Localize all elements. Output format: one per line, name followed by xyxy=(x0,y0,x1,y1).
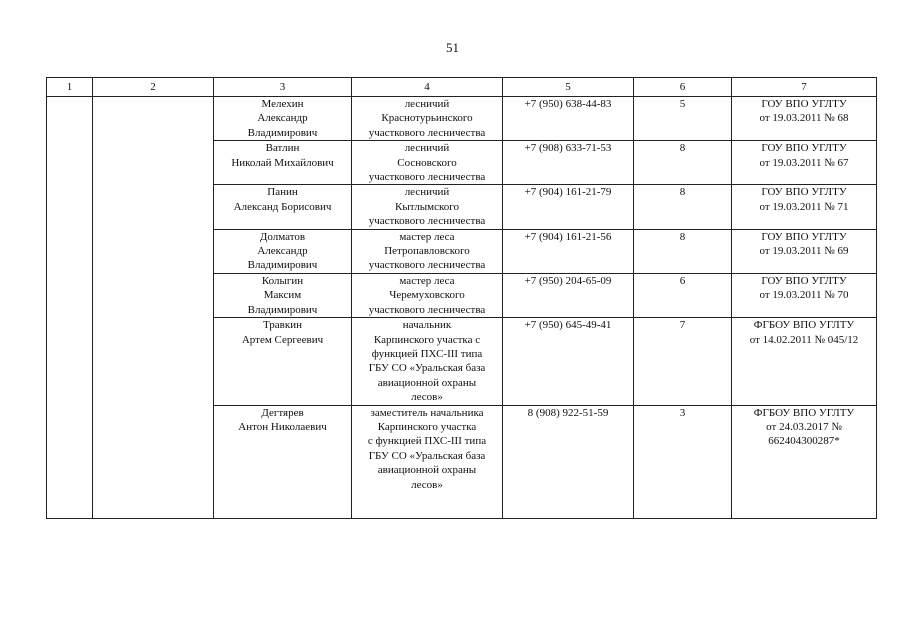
column-6-value: 8 xyxy=(634,185,732,229)
column-6-value: 3 xyxy=(634,405,732,518)
employee-phone: +7 (904) 161-21-79 xyxy=(503,185,634,229)
merged-cell-col2 xyxy=(93,97,214,519)
column-6-value: 6 xyxy=(634,273,732,317)
qualification-document: ФГБОУ ВПО УГЛТУ от 14.02.2011 № 045/12 xyxy=(732,318,877,405)
merged-cell-col1 xyxy=(47,97,93,519)
employee-name: Колыгин Максим Владимирович xyxy=(214,273,352,317)
employee-name: Травкин Артем Сергеевич xyxy=(214,318,352,405)
employee-name: Дегтярев Антон Николаевич xyxy=(214,405,352,518)
employee-phone: 8 (908) 922-51-59 xyxy=(503,405,634,518)
employee-name: Ватлин Николай Михайлович xyxy=(214,141,352,185)
data-table xyxy=(46,77,877,519)
employee-phone: +7 (904) 161-21-56 xyxy=(503,229,634,273)
qualification-document: ГОУ ВПО УГЛТУ от 19.03.2011 № 71 xyxy=(732,185,877,229)
employee-position: лесничий Кытлымского участкового лесничества xyxy=(352,185,503,229)
employee-position: лесничий Краснотурьинского участкового лесничества xyxy=(352,97,503,141)
employee-phone: +7 (908) 633-71-53 xyxy=(503,141,634,185)
column-6-value: 8 xyxy=(634,141,732,185)
employee-phone: +7 (950) 204-65-09 xyxy=(503,273,634,317)
employee-name: Панин Александ Борисович xyxy=(214,185,352,229)
employee-name: Долматов Александр Владимирович xyxy=(214,229,352,273)
header-row xyxy=(47,78,877,97)
column-header: 7 xyxy=(732,78,877,97)
column-header: 3 xyxy=(214,78,352,97)
column-header: 4 xyxy=(352,78,503,97)
qualification-document: ГОУ ВПО УГЛТУ от 19.03.2011 № 67 xyxy=(732,141,877,185)
qualification-document: ГОУ ВПО УГЛТУ от 19.03.2011 № 70 xyxy=(732,273,877,317)
qualification-document: ФГБОУ ВПО УГЛТУ от 24.03.2017 № 662404300287* xyxy=(732,405,877,518)
employee-name: Мелехин Александр Владимирович xyxy=(214,97,352,141)
employee-position: лесничий Сосновского участкового лесничества xyxy=(352,141,503,185)
column-header: 6 xyxy=(634,78,732,97)
column-header: 5 xyxy=(503,78,634,97)
employee-position: начальник Карпинского участка с функцией ПХС-III типа ГБУ СО «Уральская база авиационной охраны лесов» xyxy=(352,318,503,405)
column-6-value: 7 xyxy=(634,318,732,405)
column-6-value: 8 xyxy=(634,229,732,273)
column-header: 1 xyxy=(47,78,93,97)
qualification-document: ГОУ ВПО УГЛТУ от 19.03.2011 № 69 xyxy=(732,229,877,273)
employee-position: мастер леса Петропавловского участкового лесничества xyxy=(352,229,503,273)
employee-phone: +7 (950) 645-49-41 xyxy=(503,318,634,405)
column-6-value: 5 xyxy=(634,97,732,141)
employee-phone: +7 (950) 638-44-83 xyxy=(503,97,634,141)
employee-position: заместитель начальника Карпинского участка с функцией ПХС-III типа ГБУ СО «Уральская база авиационной охраны лесов» xyxy=(352,405,503,518)
page-number: 51 xyxy=(446,40,459,55)
column-header: 2 xyxy=(93,78,214,97)
table-row xyxy=(47,97,877,141)
qualification-document: ГОУ ВПО УГЛТУ от 19.03.2011 № 68 xyxy=(732,97,877,141)
employee-position: мастер леса Черемуховского участкового лесничества xyxy=(352,273,503,317)
